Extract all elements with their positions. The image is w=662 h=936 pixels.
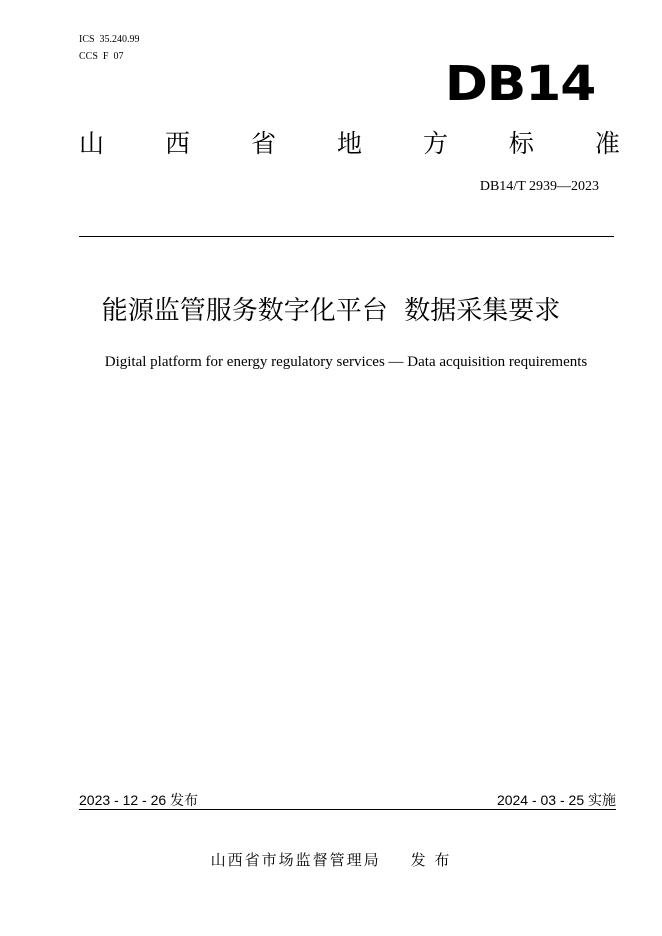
standard-type-char: 标 — [508, 129, 534, 158]
standard-type-char: 西 — [164, 129, 190, 158]
ics-code: ICS 35.240.99 — [79, 34, 140, 45]
standard-type-char: 山 — [79, 129, 105, 158]
header-divider — [79, 236, 614, 237]
standard-logo: DB14 — [444, 56, 595, 112]
standard-type-char: 方 — [422, 129, 448, 158]
implementation-date: 2024 - 03 - 25 实施 — [496, 792, 616, 808]
standard-number: DB14/T 2939—2023 — [479, 179, 599, 194]
standard-type-heading — [79, 128, 620, 160]
document-title-english: Digital platform for energy regulatory services — Data acquisition requirements — [104, 354, 588, 370]
issuing-authority — [0, 850, 662, 870]
standard-type-char: 地 — [336, 129, 362, 158]
issuer-name: 山西省市场监督管理局 — [210, 851, 381, 869]
standard-type-char: 准 — [594, 129, 620, 158]
footer-divider — [79, 809, 616, 810]
ccs-code: CCS F 07 — [79, 51, 124, 62]
document-title-chinese: 能源监管服务数字化平台 数据采集要求 — [101, 296, 561, 326]
issuer-action: 发 布 — [410, 851, 452, 869]
publication-date: 2023 - 12 - 26 发布 — [79, 792, 199, 808]
standard-type-char: 省 — [250, 129, 276, 158]
